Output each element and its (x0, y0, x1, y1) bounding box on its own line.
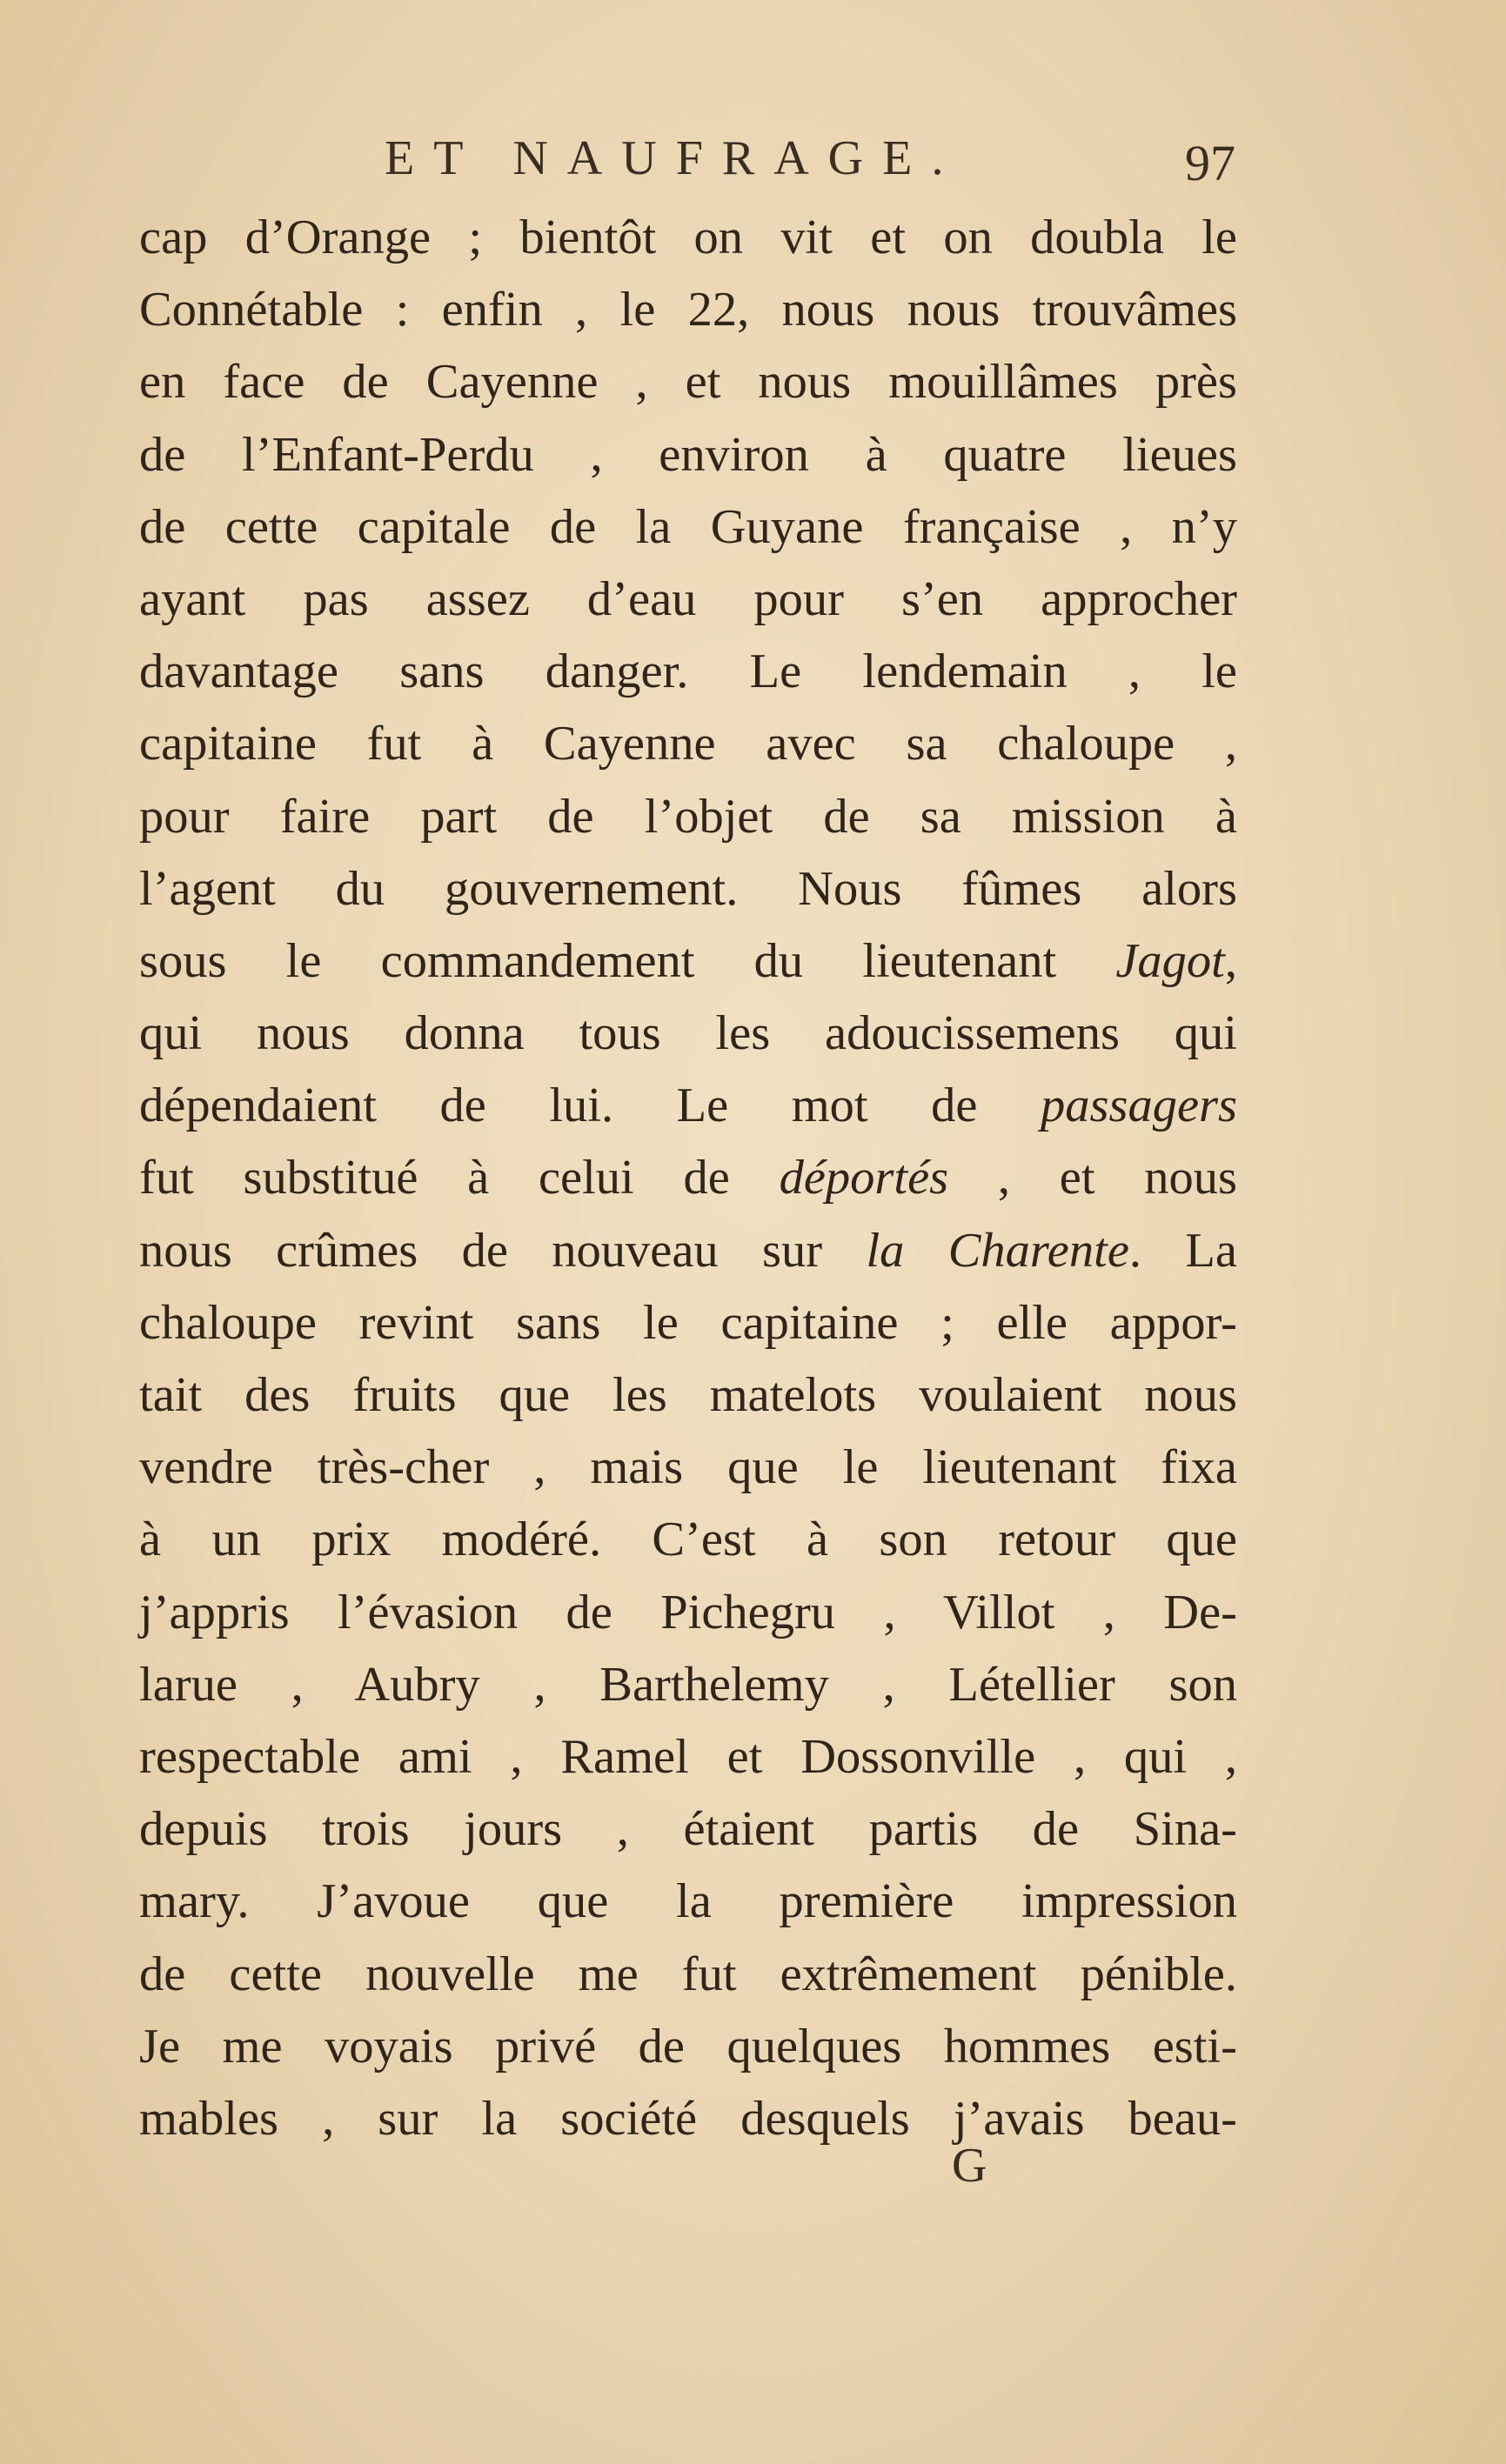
text-line (139, 1866, 1237, 1938)
italic-run: Jagot (1115, 933, 1225, 988)
text-line (139, 346, 1237, 418)
text-run: de cette nouvelle me fut extrêmement pénible. (139, 1946, 1237, 2001)
text-run: Je me voyais privé de quelques hommes esti- (139, 2019, 1237, 2073)
text-line (139, 853, 1237, 925)
text-run: depuis trois jours , étaient partis de Sina- (139, 1802, 1237, 1857)
text-run: tait des fruits que les matelots voulaient nous (139, 1368, 1237, 1422)
text-run: davantage sans danger. Le lendemain , le (139, 644, 1237, 699)
text-line (139, 636, 1237, 708)
text-run: larue , Aubry , Barthelemy , Létellier son (139, 1657, 1237, 1712)
text-line (139, 1215, 1237, 1287)
text-run: , (1224, 933, 1237, 988)
text-run: Connétable : enfin , le 22, nous nous trouvâmes (139, 283, 1237, 337)
text-line (139, 1721, 1237, 1793)
text-run: chaloupe revint sans le capitaine ; elle appor- (139, 1295, 1237, 1350)
text-run: pour faire part de l’objet de sa mission à (139, 789, 1237, 844)
text-line (139, 708, 1237, 780)
text-line (139, 419, 1237, 491)
text-line (139, 1577, 1237, 1649)
text-line (139, 1142, 1237, 1214)
text-line (139, 2083, 1237, 2155)
text-run: capitaine fut à Cayenne avec sa chaloupe , (139, 717, 1237, 771)
text-run: qui nous donna tous les adoucissemens qui (139, 1006, 1237, 1061)
text-run: cap d’Orange ; bientôt on vit et on doubla le (139, 210, 1237, 264)
text-run: nous crûmes de nouveau sur (139, 1223, 867, 1278)
page-header (139, 130, 1235, 200)
text-run: de l’Enfant-Perdu , environ à quatre lieues (139, 427, 1237, 482)
text-run: j’appris l’évasion de Pichegru , Villot , De- (139, 1585, 1237, 1639)
text-run: dépendaient de lui. Le mot de (139, 1078, 1041, 1133)
text-line (139, 1432, 1237, 1504)
text-line (139, 1504, 1237, 1576)
text-run: à un prix modéré. C’est à son retour que (139, 1512, 1237, 1567)
text-run: sous le commandement du lieutenant (139, 933, 1116, 988)
body-text (139, 202, 1237, 2155)
italic-run: déportés (779, 1151, 949, 1205)
text-line (139, 1793, 1237, 1866)
text-line (139, 1939, 1237, 2011)
text-line (139, 202, 1237, 274)
text-line (139, 491, 1237, 564)
text-line (139, 274, 1237, 346)
text-run: . La (1128, 1223, 1237, 1278)
text-line (139, 1649, 1237, 1721)
text-line (139, 2011, 1237, 2083)
text-line (139, 781, 1237, 853)
italic-run: passagers (1040, 1078, 1237, 1133)
text-run: fut substitué à celui de (139, 1151, 780, 1205)
page-number: 97 (1185, 135, 1235, 191)
running-title: ET NAUFRAGE. (385, 131, 963, 185)
text-run: vendre très-cher , mais que le lieutenant fixa (139, 1440, 1237, 1495)
text-run: mables , sur la société desquels j’avais beau- (139, 2091, 1237, 2146)
text-run: l’agent du gouvernement. Nous fûmes alors (139, 861, 1237, 916)
text-run: ayant pas assez d’eau pour s’en approcher (139, 571, 1237, 626)
text-line (139, 925, 1237, 998)
text-run: mary. J’avoue que la première impression (139, 1874, 1237, 1929)
italic-run: la Charente (866, 1223, 1129, 1278)
text-run: de cette capitale de la Guyane française , n’y (139, 499, 1237, 554)
text-line (139, 564, 1237, 636)
text-line (139, 1287, 1237, 1359)
text-run: , et nous (948, 1151, 1237, 1205)
text-line (139, 1359, 1237, 1432)
text-line (139, 998, 1237, 1070)
signature-mark: G (952, 2139, 987, 2193)
text-line (139, 1070, 1237, 1142)
text-run: en face de Cayenne , et nous mouillâmes près (139, 355, 1237, 410)
text-run: respectable ami , Ramel et Dossonville , qui , (139, 1729, 1237, 1784)
